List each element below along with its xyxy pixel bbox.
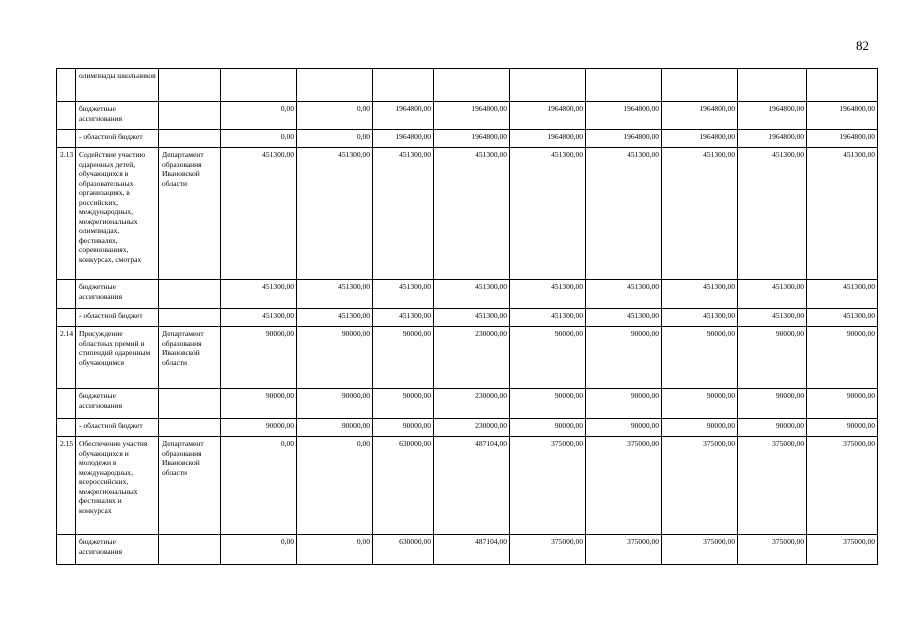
row-name-cell: Присуждение областных премий и стипендий одаренным обучающимся — [76, 327, 159, 389]
amount-cell: 375000,00 — [510, 535, 586, 565]
amount-cell: 451300,00 — [373, 280, 434, 309]
amount-cell: 90000,00 — [510, 389, 586, 419]
amount-cell: 451300,00 — [510, 280, 586, 309]
amount-cell: 375000,00 — [807, 535, 878, 565]
amount-cell: 230000,00 — [434, 327, 510, 389]
amount-cell: 451300,00 — [662, 309, 738, 327]
amount-cell: 90000,00 — [373, 389, 434, 419]
amount-cell: 451300,00 — [586, 280, 662, 309]
amount-cell: 90000,00 — [373, 419, 434, 437]
amount-cell: 451300,00 — [807, 148, 878, 280]
amount-cell: 1964800,00 — [662, 130, 738, 148]
amount-cell: 375000,00 — [586, 535, 662, 565]
amount-cell: 1964800,00 — [586, 130, 662, 148]
amount-cell: 0,00 — [297, 130, 373, 148]
amount-cell: 90000,00 — [586, 389, 662, 419]
amount-cell: 451300,00 — [221, 148, 297, 280]
amount-cell: 1964800,00 — [662, 102, 738, 130]
executor-cell — [159, 130, 221, 148]
amount-cell — [510, 69, 586, 102]
executor-cell — [159, 102, 221, 130]
amount-cell: 0,00 — [297, 102, 373, 130]
executor-cell — [159, 535, 221, 565]
amount-cell: 1964800,00 — [434, 130, 510, 148]
amount-cell: 375000,00 — [738, 535, 807, 565]
table-row — [57, 69, 878, 102]
amount-cell: 90000,00 — [807, 389, 878, 419]
amount-cell: 451300,00 — [434, 148, 510, 280]
amount-cell: 487104,00 — [434, 437, 510, 535]
amount-cell: 90000,00 — [297, 419, 373, 437]
amount-cell: 451300,00 — [297, 309, 373, 327]
row-name-cell: Обеспечение участия обучающихся и молодежи в международных, всероссийских, межрегиональных фестивалях и конкурсах — [76, 437, 159, 535]
page-number: 82 — [856, 38, 869, 53]
row-name-cell: бюджетные ассигнования — [76, 389, 159, 419]
amount-cell: 451300,00 — [434, 280, 510, 309]
executor-cell — [159, 280, 221, 309]
amount-cell: 375000,00 — [807, 437, 878, 535]
amount-cell: 90000,00 — [738, 327, 807, 389]
executor-cell — [159, 309, 221, 327]
amount-cell: 451300,00 — [373, 148, 434, 280]
amount-cell: 0,00 — [297, 535, 373, 565]
row-number-cell — [57, 389, 76, 419]
amount-cell: 90000,00 — [662, 327, 738, 389]
amount-cell: 90000,00 — [738, 419, 807, 437]
row-name-cell: - областной бюджет — [76, 419, 159, 437]
amount-cell: 90000,00 — [807, 327, 878, 389]
executor-cell: Департамент образования Ивановской области — [159, 327, 221, 389]
amount-cell: 451300,00 — [373, 309, 434, 327]
amount-cell: 451300,00 — [221, 309, 297, 327]
amount-cell: 451300,00 — [510, 309, 586, 327]
amount-cell: 451300,00 — [738, 148, 807, 280]
table-row — [57, 148, 878, 280]
amount-cell: 630000,00 — [373, 535, 434, 565]
row-number-cell — [57, 535, 76, 565]
amount-cell: 90000,00 — [373, 327, 434, 389]
amount-cell: 451300,00 — [662, 280, 738, 309]
row-number-cell — [57, 102, 76, 130]
amount-cell: 90000,00 — [807, 419, 878, 437]
amount-cell — [434, 69, 510, 102]
executor-cell: Департамент образования Ивановской области — [159, 148, 221, 280]
amount-cell: 90000,00 — [738, 389, 807, 419]
amount-cell: 487104,00 — [434, 535, 510, 565]
amount-cell — [297, 69, 373, 102]
amount-cell — [373, 69, 434, 102]
amount-cell: 230000,00 — [434, 389, 510, 419]
amount-cell: 375000,00 — [662, 437, 738, 535]
table-row — [57, 280, 878, 309]
row-name-cell: - областной бюджет — [76, 309, 159, 327]
amount-cell: 451300,00 — [662, 148, 738, 280]
table-row — [57, 130, 878, 148]
amount-cell: 230000,00 — [434, 419, 510, 437]
amount-cell: 1964800,00 — [738, 130, 807, 148]
amount-cell: 0,00 — [297, 437, 373, 535]
table-row — [57, 535, 878, 565]
amount-cell: 451300,00 — [586, 148, 662, 280]
amount-cell: 90000,00 — [510, 419, 586, 437]
amount-cell: 375000,00 — [662, 535, 738, 565]
row-name-cell: бюджетные ассигнования — [76, 280, 159, 309]
amount-cell: 90000,00 — [586, 419, 662, 437]
amount-cell: 0,00 — [221, 130, 297, 148]
budget-table — [56, 68, 878, 565]
row-number-cell — [57, 69, 76, 102]
amount-cell: 451300,00 — [807, 280, 878, 309]
amount-cell: 90000,00 — [662, 419, 738, 437]
row-number-cell: 2.14 — [57, 327, 76, 389]
amount-cell: 1964800,00 — [373, 130, 434, 148]
amount-cell: 0,00 — [221, 437, 297, 535]
table-row — [57, 419, 878, 437]
row-number-cell — [57, 309, 76, 327]
executor-cell — [159, 389, 221, 419]
amount-cell: 90000,00 — [297, 327, 373, 389]
table-row — [57, 327, 878, 389]
amount-cell: 90000,00 — [221, 327, 297, 389]
amount-cell: 451300,00 — [221, 280, 297, 309]
row-number-cell: 2.13 — [57, 148, 76, 280]
executor-cell — [159, 69, 221, 102]
table-row — [57, 102, 878, 130]
table-row — [57, 309, 878, 327]
row-name-cell: олимпиады школьников — [76, 69, 159, 102]
amount-cell: 451300,00 — [434, 309, 510, 327]
amount-cell: 1964800,00 — [738, 102, 807, 130]
amount-cell: 630000,00 — [373, 437, 434, 535]
amount-cell: 451300,00 — [738, 280, 807, 309]
amount-cell: 451300,00 — [586, 309, 662, 327]
amount-cell: 90000,00 — [662, 389, 738, 419]
amount-cell: 451300,00 — [738, 309, 807, 327]
amount-cell — [586, 69, 662, 102]
amount-cell: 451300,00 — [297, 280, 373, 309]
executor-cell: Департамент образования Ивановской области — [159, 437, 221, 535]
row-name-cell: - областной бюджет — [76, 130, 159, 148]
row-name-cell: бюджетные ассигнования — [76, 102, 159, 130]
amount-cell: 90000,00 — [221, 389, 297, 419]
amount-cell: 375000,00 — [510, 437, 586, 535]
amount-cell: 375000,00 — [586, 437, 662, 535]
amount-cell: 1964800,00 — [510, 102, 586, 130]
row-number-cell — [57, 280, 76, 309]
amount-cell: 0,00 — [221, 535, 297, 565]
amount-cell: 1964800,00 — [586, 102, 662, 130]
table-row — [57, 389, 878, 419]
amount-cell — [662, 69, 738, 102]
row-name-cell: бюджетные ассигнования — [76, 535, 159, 565]
amount-cell: 1964800,00 — [434, 102, 510, 130]
amount-cell: 0,00 — [221, 102, 297, 130]
amount-cell — [738, 69, 807, 102]
table-row — [57, 437, 878, 535]
row-number-cell — [57, 419, 76, 437]
amount-cell: 451300,00 — [807, 309, 878, 327]
row-name-cell: Содействие участию одаренных детей, обучающихся в образовательных организациях, в российских, международных, межрегиональных олимпиадах, фестивалях, соревнованиях, конкурсах, смотрах — [76, 148, 159, 280]
amount-cell: 90000,00 — [297, 389, 373, 419]
amount-cell: 451300,00 — [510, 148, 586, 280]
row-number-cell: 2.15 — [57, 437, 76, 535]
executor-cell — [159, 419, 221, 437]
amount-cell: 1964800,00 — [807, 102, 878, 130]
amount-cell — [807, 69, 878, 102]
row-number-cell — [57, 130, 76, 148]
amount-cell: 90000,00 — [510, 327, 586, 389]
amount-cell: 90000,00 — [221, 419, 297, 437]
amount-cell: 90000,00 — [586, 327, 662, 389]
amount-cell — [221, 69, 297, 102]
amount-cell: 451300,00 — [297, 148, 373, 280]
amount-cell: 1964800,00 — [510, 130, 586, 148]
amount-cell: 1964800,00 — [807, 130, 878, 148]
amount-cell: 1964800,00 — [373, 102, 434, 130]
amount-cell: 375000,00 — [738, 437, 807, 535]
